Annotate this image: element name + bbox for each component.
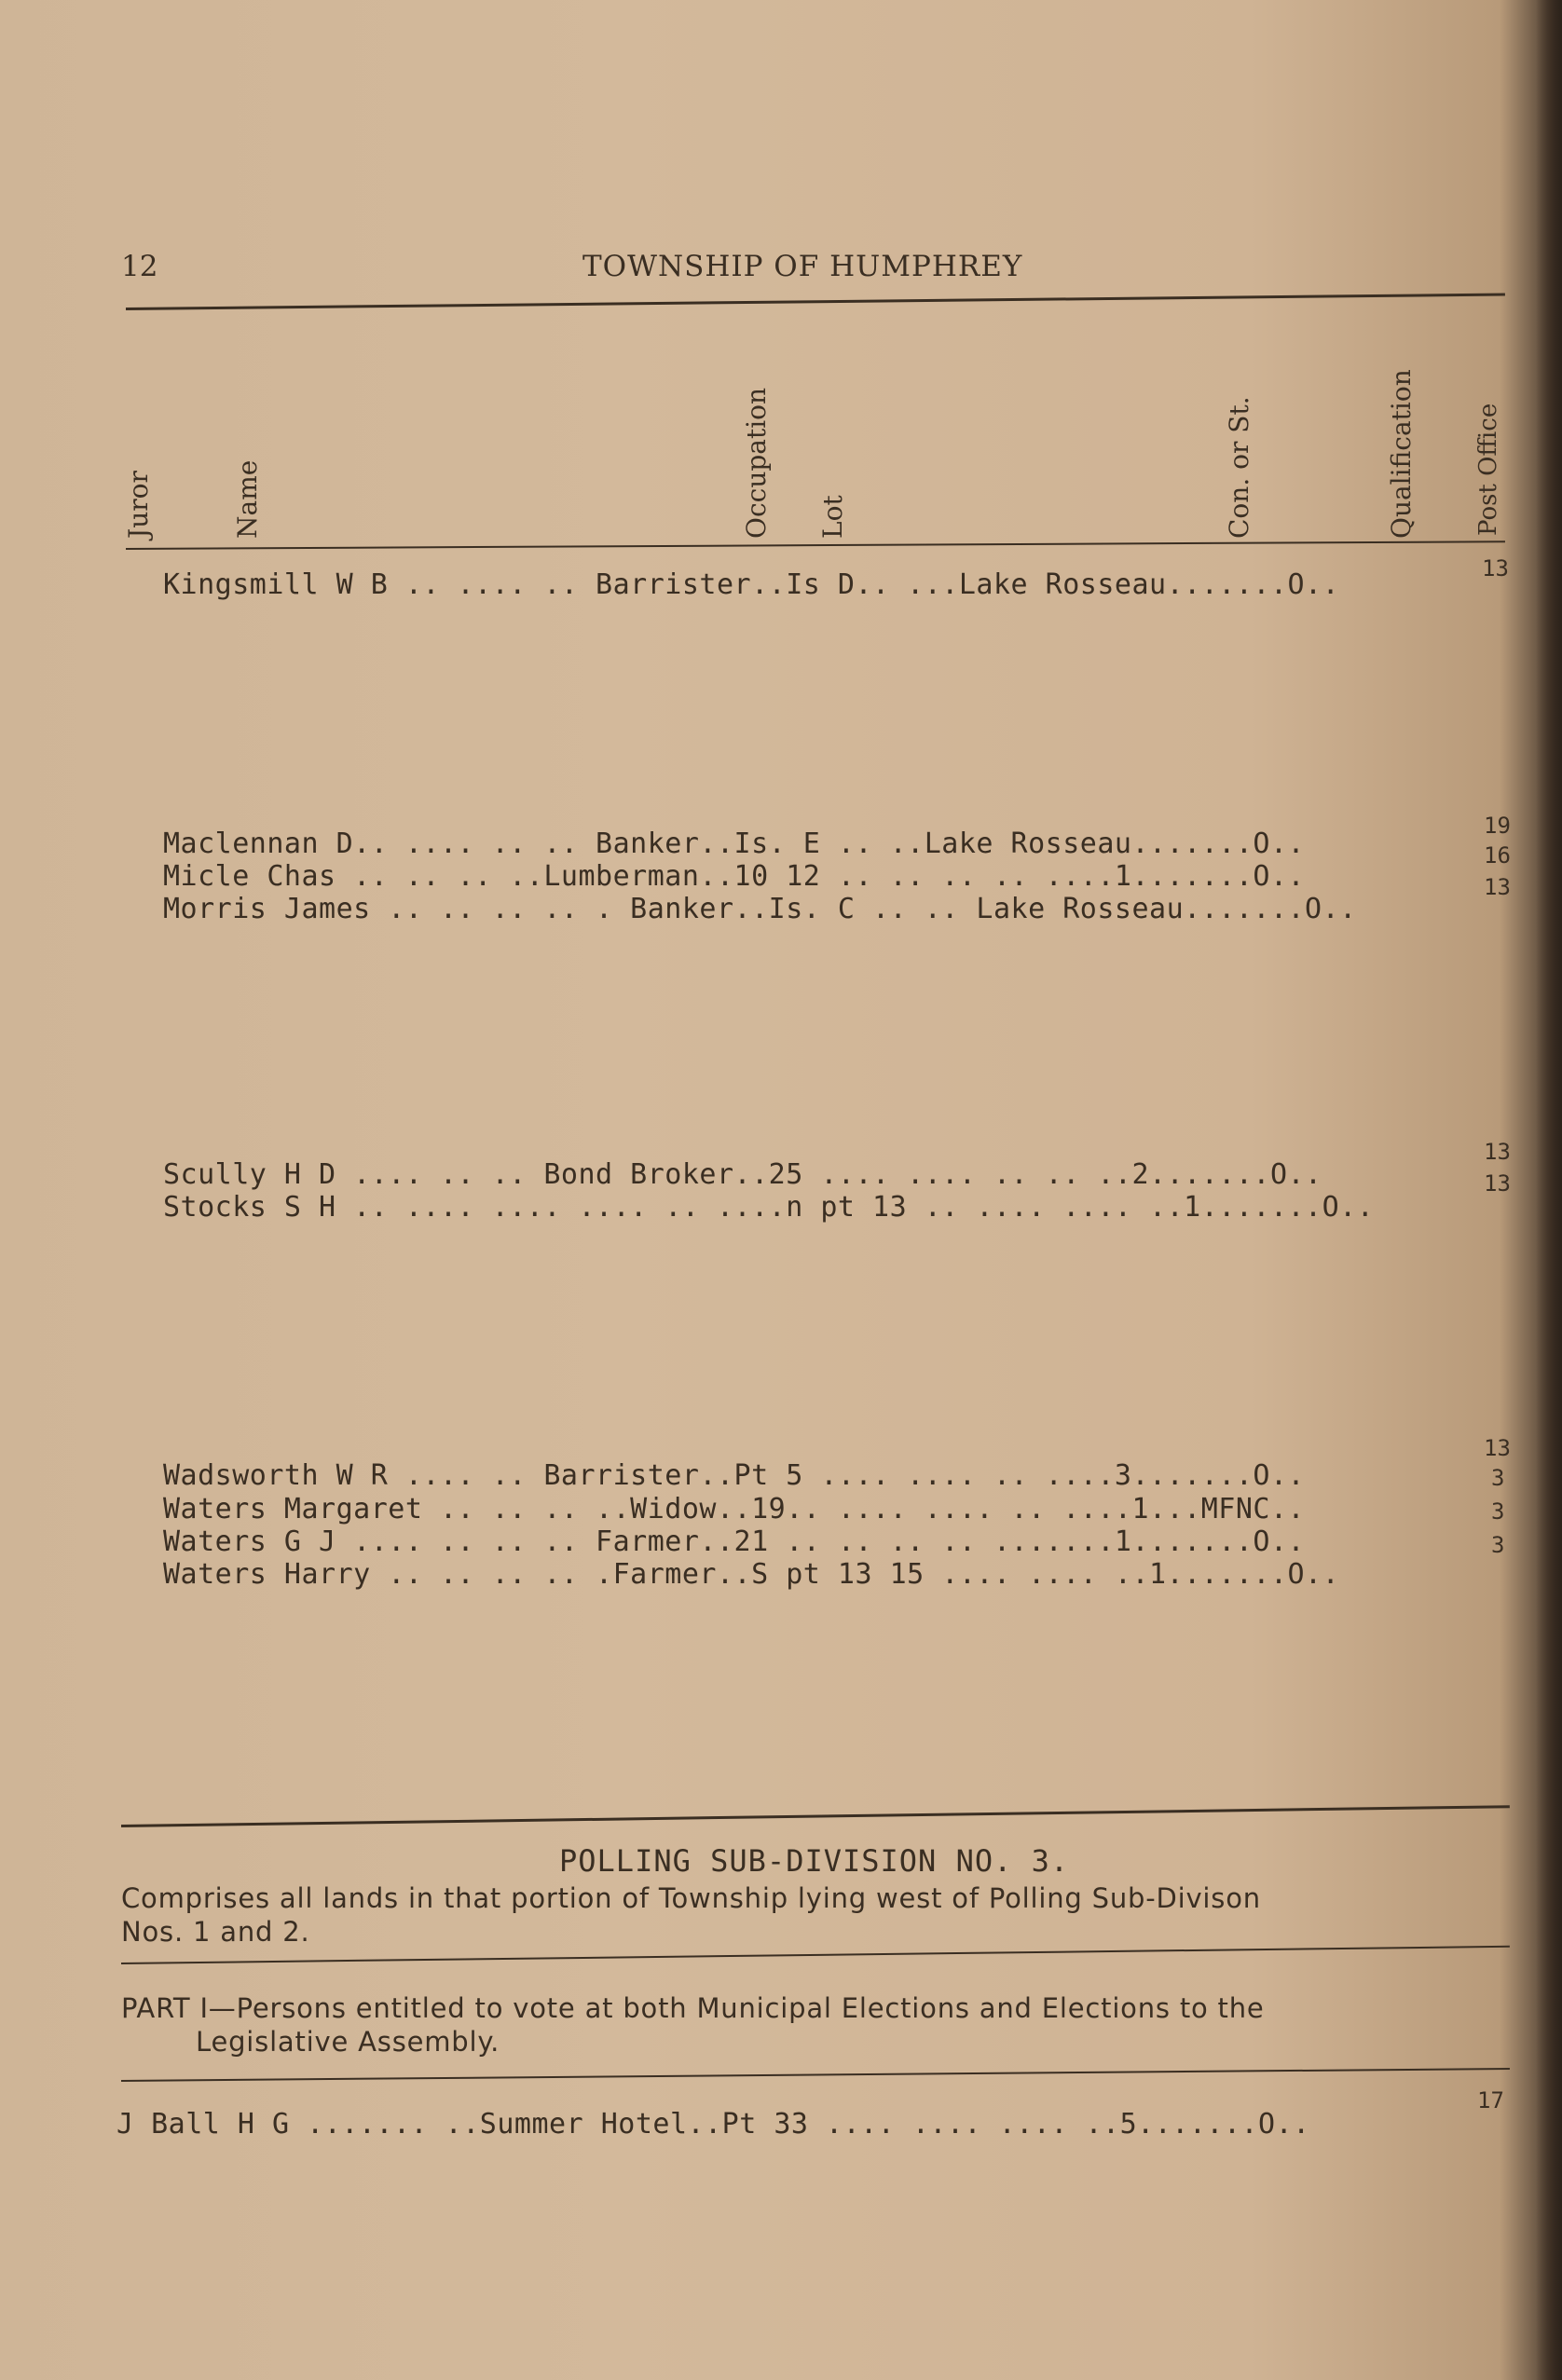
column-juror: Juror <box>123 471 154 539</box>
post-office-number: 3 <box>1491 1465 1505 1491</box>
post-office-number: 13 <box>1484 1435 1511 1461</box>
post-office-number: 3 <box>1491 1532 1505 1558</box>
post-office-number: 13 <box>1482 555 1509 581</box>
column-name: Name <box>232 459 263 539</box>
post-office-number: 19 <box>1484 813 1511 839</box>
column-post-office: Post Office <box>1474 403 1502 536</box>
list-item: Micle Chas .. .. .. ..Lumberman..10 12 .. .. .. .. ....1.......O.. <box>163 860 1306 893</box>
post-office-number: 13 <box>1484 1139 1511 1165</box>
part-heading-cont: Legislative Assembly. <box>196 2026 500 2058</box>
list-item: Stocks S H .. .... .... .... .. ....n pt 13 .. .... .... ..1.......O.. <box>163 1191 1375 1224</box>
list-item: Waters Harry .. .. .. .. .Farmer..S pt 13 15 .... .... ..1.......O.. <box>163 1558 1340 1591</box>
post-office-number: 3 <box>1491 1498 1505 1525</box>
column-qualification: Qualification <box>1386 369 1417 539</box>
list-item: J Ball H G ....... ..Summer Hotel..Pt 33 .... .... .... ..5.......O.. <box>116 2108 1310 2141</box>
page-number: 12 <box>121 250 158 283</box>
list-item: Waters G J .... .. .. .. Farmer..21 .. .. .. .. .......1.......O.. <box>163 1525 1306 1558</box>
section-title: POLLING SUB-DIVISION NO. 3. <box>559 1843 1070 1879</box>
column-occupation: Occupation <box>741 387 772 539</box>
column-con: Con. or St. <box>1224 396 1254 539</box>
part-heading: PART I—Persons entitled to vote at both Municipal Elections and Elections to the <box>121 1992 1265 2024</box>
running-head-title: TOWNSHIP OF HUMPHREY <box>582 250 1023 283</box>
column-lot: Lot <box>817 495 848 539</box>
list-item: Morris James .. .. .. .. . Banker..Is. C .. .. Lake Rosseau.......O.. <box>163 893 1357 925</box>
post-office-number: 16 <box>1484 842 1511 869</box>
post-office-number: 13 <box>1484 874 1511 900</box>
section-description: Comprises all lands in that portion of Township lying west of Polling Sub-Divison <box>121 1882 1261 1914</box>
list-item: Wadsworth W R .... .. Barrister..Pt 5 .... .... .. ....3.......O.. <box>163 1459 1306 1492</box>
list-item: Waters Margaret .. .. .. ..Widow..19.. .... .... .. ....1...MFNC.. <box>163 1493 1306 1525</box>
post-office-number: 13 <box>1484 1170 1511 1197</box>
page-edge-shadow <box>1536 0 1562 2380</box>
post-office-number: 17 <box>1477 2087 1504 2113</box>
list-item: Maclennan D.. .... .. .. Banker..Is. E .. ..Lake Rosseau.......O.. <box>163 828 1306 860</box>
running-header <box>121 250 1519 287</box>
section-description-cont: Nos. 1 and 2. <box>121 1916 310 1948</box>
list-item: Kingsmill W B .. .... .. Barrister..Is D.. ...Lake Rosseau.......O.. <box>163 568 1340 601</box>
list-item: Scully H D .... .. .. Bond Broker..25 .... .... .. .. ..2.......O.. <box>163 1158 1322 1191</box>
